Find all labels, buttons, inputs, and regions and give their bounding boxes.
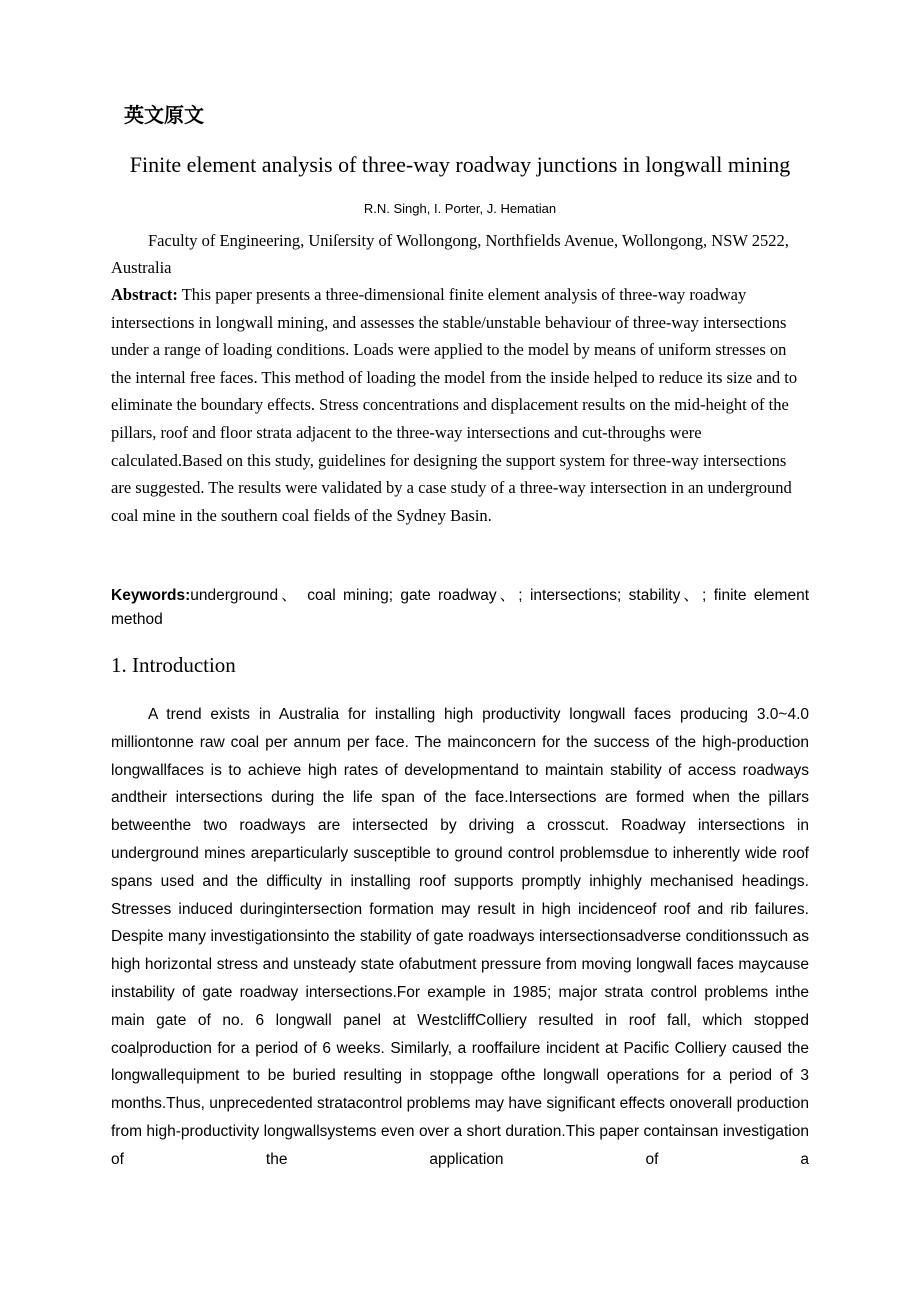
paper-authors: R.N. Singh, I. Porter, J. Hematian [363,201,557,216]
section-heading-introduction: 1. Introduction [111,653,236,677]
abstract-label: Abstract: [111,285,178,304]
introduction-paragraph: A trend exists in Australia for installing high productivity longwall faces producing 3.0~4.0 milliontonne raw coal per annum per face. The mainconcern for the success of the high-production longwallfaces is to achieve high rates of developmentand to maintain stability of access roadways andtheir intersections during the life span of the face.Intersections are formed when the pillars betweenthe two roadways are intersected by driving a crosscut. Roadway intersections in underground mines areparticularly susceptible to ground control problemsdue to inherently wide roof spans used and the difficulty in installing roof supports promptly inhighly mechanised headings. Stresses induced duringintersection formation may result in high incidenceof roof and rib failures. Despite many investigationsinto the stability of gate roadways intersectionsadverse conditionssuch as high horizontal stress and unsteady state ofabutment pressure from moving longwall faces maycause instability of gate roadway intersections.For example in 1985; major strata control problems inthe main gate of no. 6 longwall panel at WestcliffColliery resulted in roof fall, which stopped coalproduction for a period of 6 weeks. Similarly, a rooffailure incident at Pacific Colliery caused the longwallequipment to be buried resulting in stoppage ofthe longwall operations for a period of 3 months.Thus, unprecedented stratacontrol problems may have significant effects onoverall production from high-productivity longwallsystems even over a short duration.This paper containsan investigation of the application of a [111,706,809,1168]
keywords-label: Keywords: [111,587,191,604]
keywords-paragraph [111,584,809,632]
paper-affiliation: Faculty of Engineering, Uniſersity of Wollongong, Northfields Avenue, Wollongong, NSW 2522, Australia [111,231,789,277]
paper-title: Finite element analysis of three-way roadway junctions in longwall mining [129,152,791,177]
abstract-text: This paper presents a three-dimensional finite element analysis of three-way roadway intersections in longwall mining, and assesses the stable/unstable behaviour of three-way intersections under a range of loading conditions. Loads were applied to the model by means of uniform stresses on the internal free faces. This method of loading the model from the inside helped to reduce its size and to eliminate the boundary effects. Stress concentrations and displacement results on the mid-height of the pillars, roof and floor strata adjacent to the three-way intersections and cut-throughs were calculated.Based on this study, guidelines for designing the support system for three-way intersections are suggested. The results were validated by a case study of a three-way intersection in an underground coal mine in the southern coal fields of the Sydney Basin. [111,285,798,525]
keywords-text: underground、 coal mining; gate roadway、; intersections; stability、; finite element method [111,587,809,628]
chinese-heading: 英文原文 [124,103,204,127]
abstract-paragraph [111,281,808,529]
